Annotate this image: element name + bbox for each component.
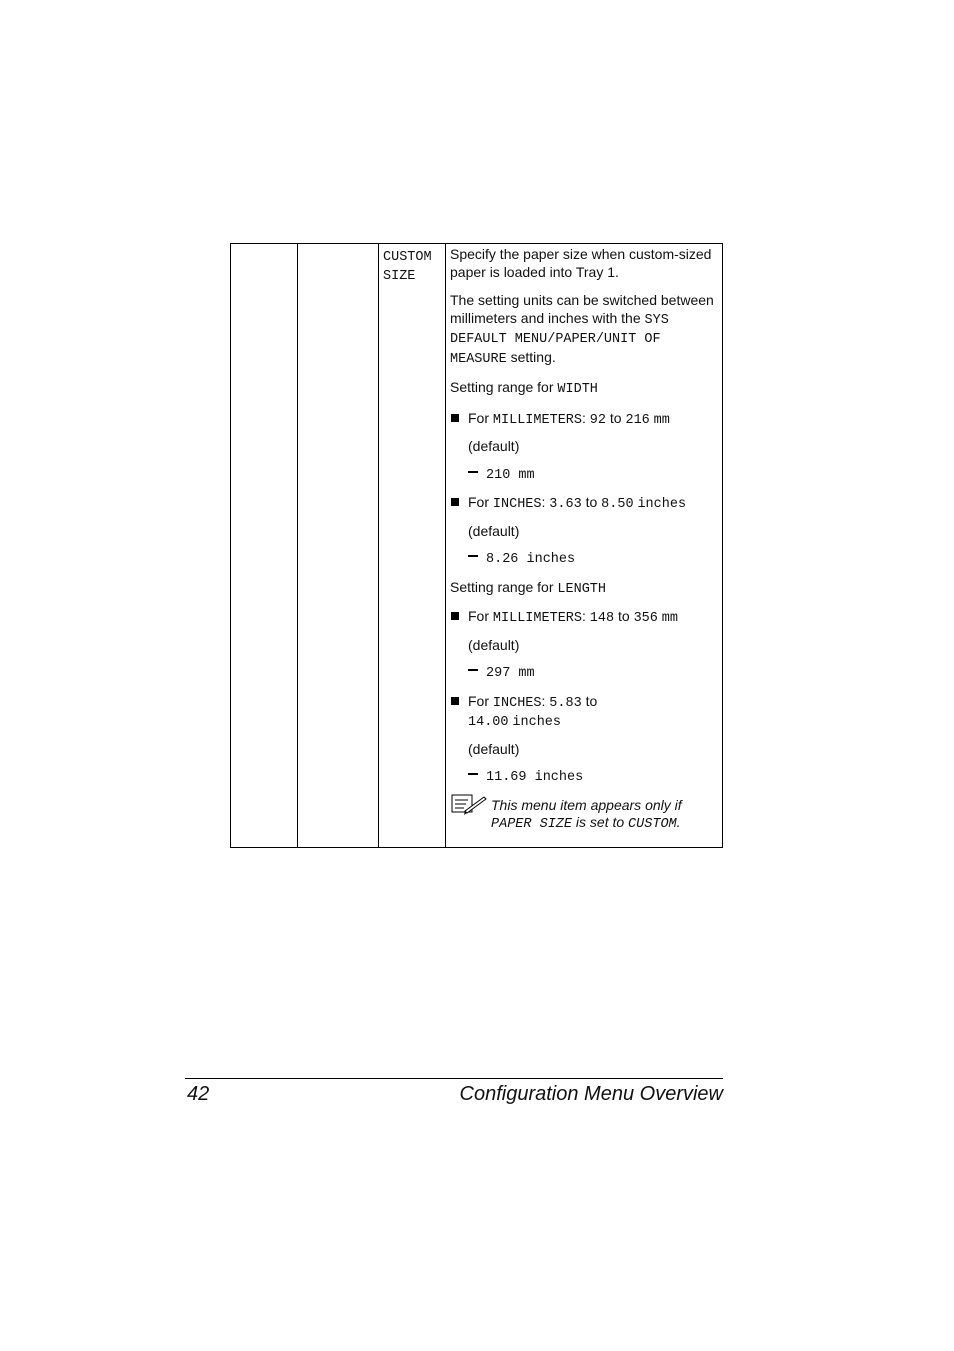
footer-title: Configuration Menu Overview (459, 1083, 723, 1105)
length-in-default: 11.69 inches (450, 767, 720, 787)
description-cell (446, 244, 722, 847)
dash-icon (468, 669, 478, 671)
intro-text: Specify the paper size when custom-sized paper is loaded into Tray 1. (450, 246, 712, 280)
menu-item-line-2: SIZE (383, 269, 416, 284)
bullet-square-icon (451, 498, 459, 506)
dash-icon (468, 773, 478, 775)
width-in-default: 8.26 inches (450, 549, 720, 569)
dash-icon (468, 471, 478, 473)
width-mm-default: 210 mm (450, 465, 720, 485)
default-label: (default) (468, 522, 520, 539)
units-text: The setting units can be switched between millimeters and inches with the SYS DEFAULT MENU/PAPER/UNIT OF MEASURE setting. (450, 292, 714, 367)
default-label: (default) (468, 740, 520, 757)
dash-icon (468, 555, 478, 557)
bullet-square-icon (451, 697, 459, 705)
menu-item-cell (379, 244, 446, 847)
width-mm-item: For MILLIMETERS: 92 to 216 mm (450, 410, 720, 430)
length-range-label: Setting range for LENGTH (450, 578, 607, 597)
default-label: (default) (468, 438, 520, 454)
footer-rule (185, 1078, 723, 1079)
units-menu-path: SYS DEFAULT MENU/PAPER/UNIT OF MEASURE (450, 312, 669, 367)
table-col-1 (231, 244, 298, 847)
width-range-label: Setting range for WIDTH (450, 379, 598, 397)
table-col-2 (298, 244, 379, 847)
bullet-square-icon (451, 612, 459, 620)
menu-item-line-1: CUSTOM (383, 250, 432, 265)
default-label: (default) (468, 636, 520, 653)
length-in-item: For INCHES: 5.83 to 14.00 inches (450, 693, 720, 732)
note-pencil-icon (451, 794, 487, 820)
width-in-item: For INCHES: 3.63 to 8.50 inches (450, 494, 720, 514)
page-number: 42 (187, 1083, 210, 1105)
bullet-square-icon (451, 414, 459, 422)
note: This menu item appears only if PAPER SIZE is set to CUSTOM. (450, 797, 720, 833)
length-mm-default: 297 mm (450, 663, 720, 683)
length-mm-item: For MILLIMETERS: 148 to 356 mm (450, 608, 720, 628)
menu-table (230, 243, 723, 848)
